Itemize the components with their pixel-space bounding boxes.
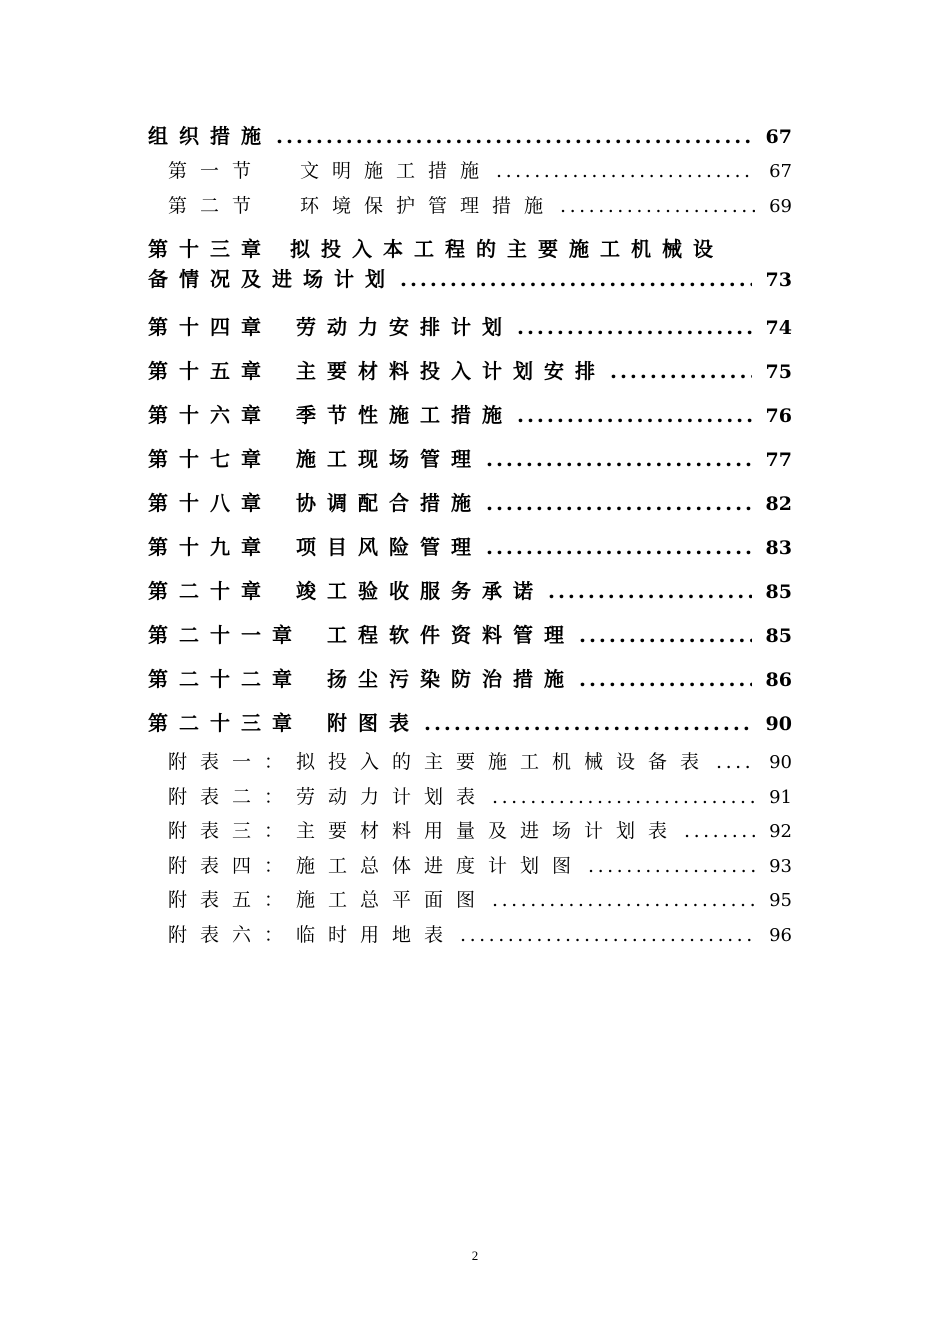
toc-leader-dots	[488, 780, 755, 815]
toc-entry-label: 第十九章	[148, 535, 272, 559]
toc-entry-title: 主要材料用量及进场计划表	[296, 820, 681, 842]
toc-entry-title: 工程软件资料管理	[327, 623, 575, 647]
toc-leader-dots	[575, 613, 752, 657]
toc-entry-appendix-2[interactable]	[148, 780, 792, 815]
toc-entry-label: 第二十章	[148, 579, 272, 603]
toc-entry-chapter-23[interactable]	[148, 701, 792, 745]
toc-entry-appendix-6[interactable]	[148, 918, 792, 953]
toc-page-number: 83	[765, 537, 792, 559]
toc-leader-dots	[420, 701, 752, 745]
toc-entry-chapter-13-line2[interactable]	[148, 263, 792, 295]
toc-entry-section-2[interactable]	[148, 189, 792, 224]
toc-leader-dots	[712, 745, 755, 780]
toc-entry-appendix-3[interactable]	[148, 814, 792, 849]
toc-page-number: 93	[769, 855, 792, 877]
toc-entry-label: 组织措施	[148, 124, 272, 148]
toc-page-number: 75	[765, 361, 792, 383]
toc-entry-title: 协调配合措施	[296, 491, 482, 515]
toc-entry-label: 第十八章	[148, 491, 272, 515]
toc-entry-appendix-1[interactable]	[148, 745, 792, 780]
toc-leader-dots	[606, 349, 752, 393]
toc-leader-dots	[272, 118, 752, 154]
toc-entry-title: 文明施工措施	[300, 160, 493, 182]
toc-entry-label: 附表三：	[168, 820, 297, 842]
toc-entry-label: 附表二：	[168, 785, 297, 808]
toc-entry-title: 扬尘污染防治措施	[327, 667, 575, 691]
toc-leader-dots	[488, 883, 755, 918]
toc-page-number: 76	[765, 405, 792, 427]
toc-entry-label: 第十五章	[148, 359, 272, 383]
toc-entry-title: 临时用地表	[296, 923, 457, 946]
toc-page-number: 90	[765, 713, 792, 735]
toc-leader-dots	[513, 305, 752, 349]
toc-leader-dots	[492, 154, 755, 189]
toc-entry-organization-measures[interactable]	[148, 118, 792, 154]
toc-leader-dots	[396, 263, 752, 295]
toc-entry-title: 季节性施工措施	[296, 403, 513, 427]
toc-page-number: 90	[769, 752, 792, 773]
toc-page-number: 92	[769, 821, 792, 842]
toc-leader-dots	[575, 657, 752, 701]
toc-leader-dots	[556, 189, 755, 224]
toc-page-number: 85	[765, 581, 792, 603]
toc-entry-label: 附表四：	[168, 854, 297, 877]
toc-entry-label: 第十六章	[148, 403, 272, 427]
toc-entry-title: 主要材料投入计划安排	[296, 359, 606, 383]
toc-entry-label: 第二十二章	[148, 667, 303, 691]
toc-entry-appendix-4[interactable]	[148, 849, 792, 884]
toc-leader-dots	[456, 918, 755, 953]
toc-entry-label: 附表六：	[168, 923, 297, 946]
toc-entry-title: 环境保护管理措施	[300, 194, 557, 217]
toc-entry-title: 劳动力安排计划	[296, 315, 513, 339]
toc-page-number: 73	[765, 269, 792, 291]
toc-leader-dots	[482, 525, 752, 569]
toc-entry-appendix-5[interactable]	[148, 883, 792, 918]
toc-entry-label: 第十七章	[148, 447, 272, 471]
toc-entry-label: 第二十三章	[148, 711, 303, 735]
toc-entry-chapter-20[interactable]	[148, 569, 792, 613]
toc-leader-dots	[584, 849, 755, 884]
toc-leader-dots	[513, 393, 752, 437]
toc-entry-chapter-16[interactable]	[148, 393, 792, 437]
toc-entry-title: 劳动力计划表	[296, 785, 489, 808]
toc-entry-label: 第二节	[168, 194, 265, 217]
toc-page-number: 82	[765, 493, 792, 515]
toc-entry-chapter-14[interactable]	[148, 305, 792, 349]
toc-entry-label: 备情况及进场计划	[148, 267, 396, 291]
toc-page-number: 67	[765, 126, 792, 148]
toc-entry-label: 附表一：	[168, 751, 297, 773]
toc-page-number: 67	[769, 161, 792, 182]
toc-entry-label: 第十四章	[148, 315, 272, 339]
toc-entry-chapter-22[interactable]	[148, 657, 792, 701]
toc-page-number: 85	[765, 625, 792, 647]
toc-leader-dots	[482, 481, 752, 525]
page-footer-number: 2	[471, 1248, 479, 1263]
toc-entry-title: 附图表	[327, 711, 420, 735]
toc-page-number: 74	[765, 317, 792, 339]
toc-entry-title: 拟投入的主要施工机械设备表	[296, 751, 713, 773]
toc-entry-title: 施工现场管理	[296, 447, 482, 471]
toc-entry-label: 第一节	[168, 160, 265, 182]
toc-entry-label: 第二十一章	[148, 623, 303, 647]
toc-entry-title: 施工总平面图	[296, 889, 489, 911]
toc-page-number: 69	[769, 195, 792, 217]
toc-page-number: 86	[765, 669, 792, 691]
toc-page-number: 96	[769, 924, 792, 946]
toc-leader-dots	[680, 814, 755, 849]
table-of-contents	[148, 118, 792, 952]
toc-entry-label: 附表五：	[168, 889, 297, 911]
toc-entry-title: 项目风险管理	[296, 535, 482, 559]
toc-page-number: 77	[765, 449, 792, 471]
toc-entry-chapter-17[interactable]	[148, 437, 792, 481]
toc-leader-dots	[544, 569, 752, 613]
toc-entry-chapter-21[interactable]	[148, 613, 792, 657]
toc-entry-chapter-13-line1[interactable]: 第十三章 拟投入本工程的主要施工机械设	[148, 237, 724, 261]
toc-entry-title: 竣工验收服务承诺	[296, 579, 544, 603]
toc-page-number: 91	[769, 786, 792, 808]
toc-page-number: 95	[769, 890, 792, 911]
toc-entry-section-1[interactable]	[148, 154, 792, 189]
toc-entry-chapter-15[interactable]	[148, 349, 792, 393]
toc-entry-chapter-18[interactable]	[148, 481, 792, 525]
toc-leader-dots	[482, 437, 752, 481]
toc-entry-title: 施工总体进度计划图	[296, 854, 585, 877]
toc-entry-chapter-19[interactable]	[148, 525, 792, 569]
